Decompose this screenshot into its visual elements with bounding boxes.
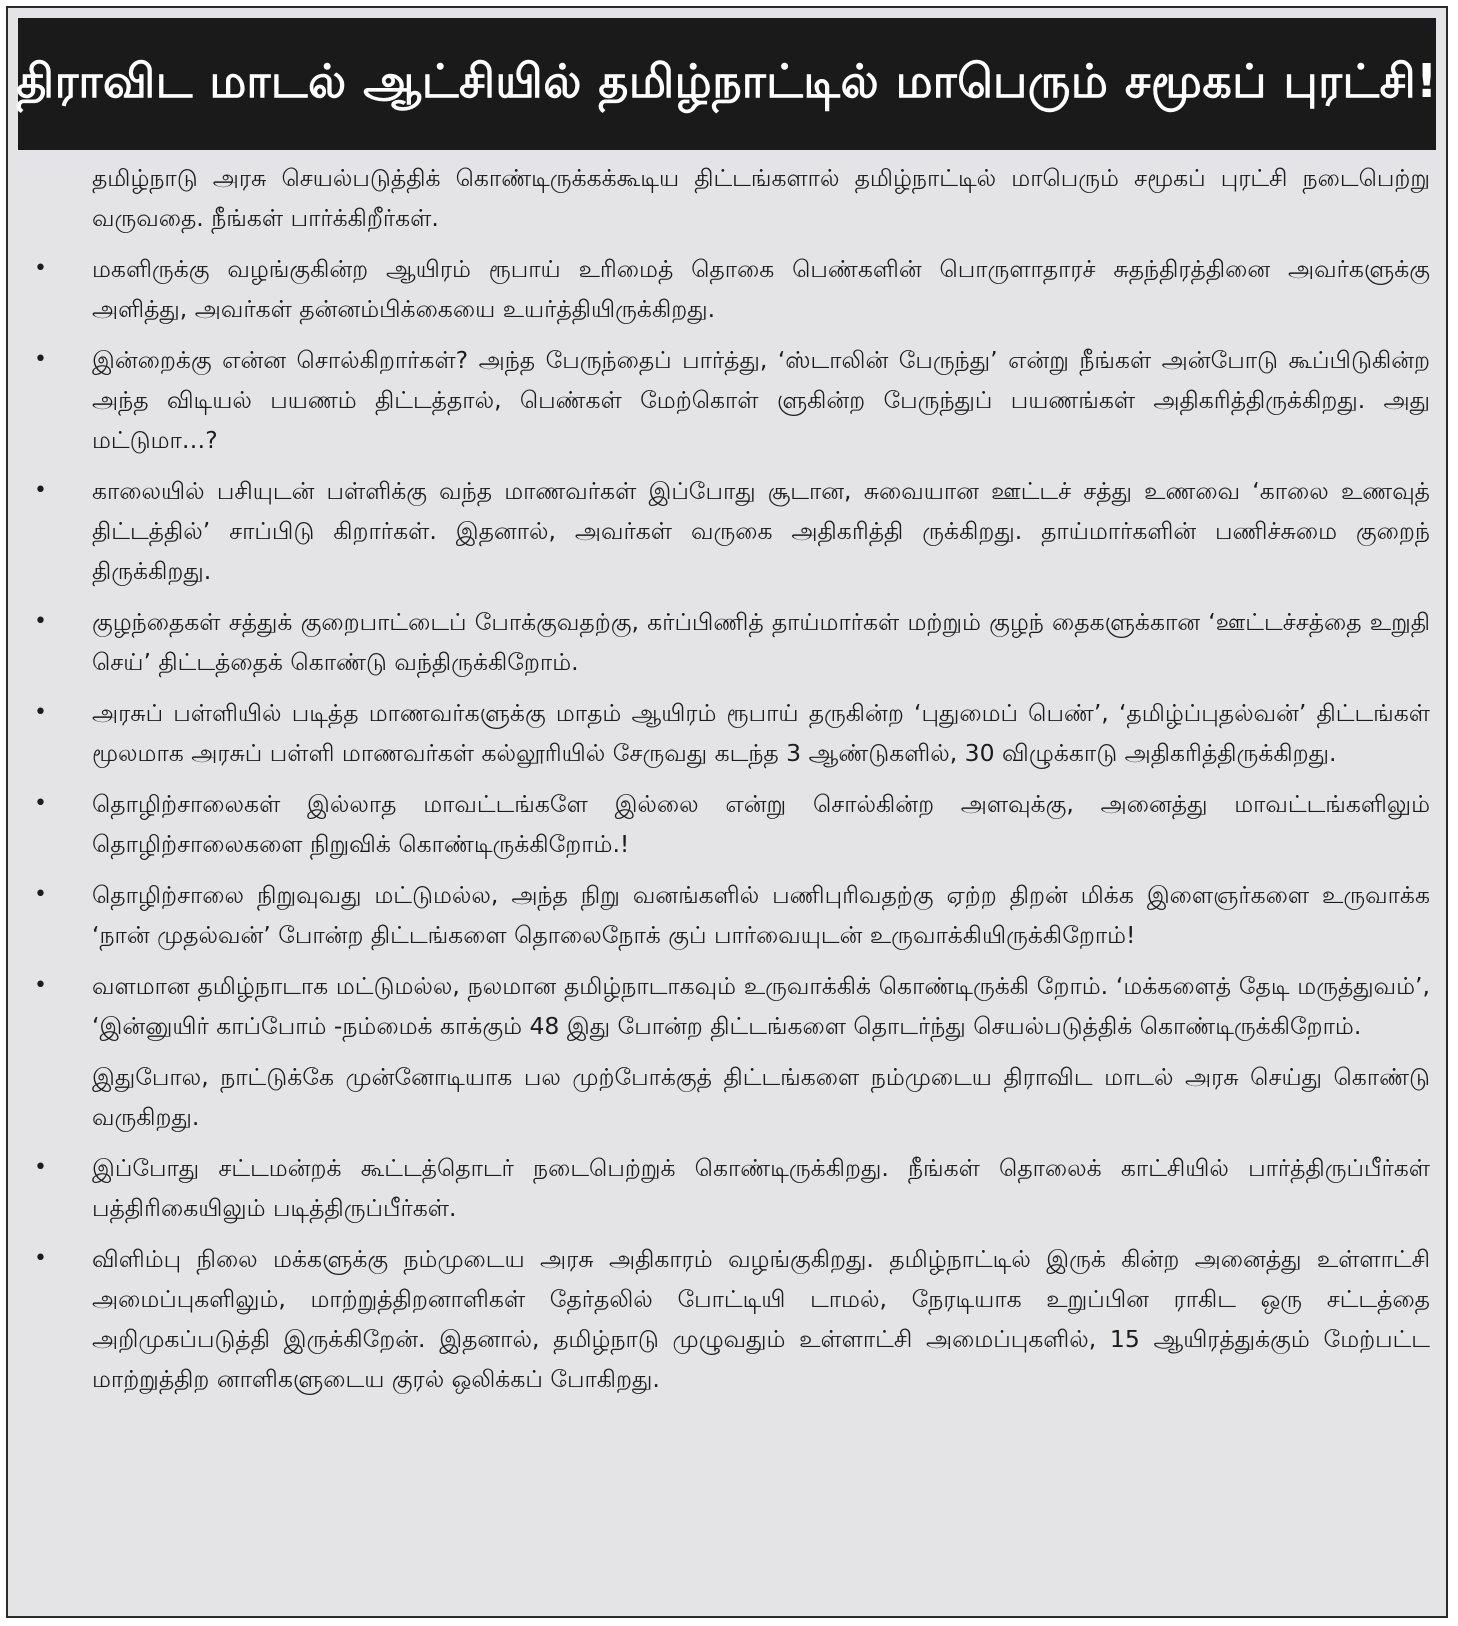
- paragraph-text: அரசுப் பள்ளியில் படித்த மாணவர்களுக்கு மாதம் ஆயிரம் ரூபாய் தருகின்ற ‘புதுமைப் பெண்’, ‘தமிழ்ப்புதல்வன்’ திட்டங்கள் மூலமாக அரசுப் பள்ளி மாணவர்கள் கல்லூரியில் சேருவது கடந்த 3 ஆண்டுகளில், 30 விழுக்காடு அதிகரித்திருக்கிறது.: [92, 699, 1430, 767]
- bullet-paragraph: [30, 249, 1430, 329]
- bullet-paragraph: [30, 784, 1430, 864]
- bullet-icon: •: [34, 700, 47, 725]
- bullet-icon: •: [34, 791, 47, 816]
- bullet-paragraph: [30, 340, 1430, 460]
- bullet-paragraph: [30, 602, 1430, 682]
- bullet-paragraph: [30, 875, 1430, 955]
- paragraph-text: மகளிருக்கு வழங்குகின்ற ஆயிரம் ரூபாய் உரிமைத் தொகை பெண்களின் பொருளாதாரச் சுதந்திரத்தினை அவர்களுக்கு அளித்து, அவர்கள் தன்னம்பிக்கையை உயர்த்தியிருக்கிறது.: [92, 255, 1430, 323]
- page-title: திராவிட மாடல் ஆட்சியில் தமிழ்நாட்டில் மாபெரும் சமூகப் புரட்சி!: [16, 53, 1438, 108]
- paragraph-text: காலையில் பசியுடன் பள்ளிக்கு வந்த மாணவர்கள் இப்போது சூடான, சுவையான ஊட்டச் சத்து உணவை ‘காலை உணவுத் திட்டத்தில்’ சாப்பிடு கிறார்கள். இதனால், அவர்கள் வருகை அதிகரித்தி ருக்கிறது. தாய்மார்களின் பணிச்சுமை குறைந் திருக்கிறது.: [92, 477, 1430, 585]
- bullet-icon: •: [34, 1155, 47, 1180]
- bullet-icon: •: [34, 973, 47, 998]
- bullet-icon: •: [34, 478, 47, 503]
- paragraph-text: இன்றைக்கு என்ன சொல்கிறார்கள்? அந்த பேருந்தைப் பார்த்து, ‘ஸ்டாலின் பேருந்து’ என்று நீங்கள் அன்போடு கூப்பிடுகின்ற அந்த விடியல் பயணம் திட்டத்தால், பெண்கள் மேற்கொள் ளுகின்ற பேருந்துப் பயணங்கள் அதிகரித்திருக்கிறது. அது மட்டுமா…?: [92, 346, 1430, 454]
- bullet-paragraph: [30, 1239, 1430, 1399]
- bullet-icon: •: [34, 609, 47, 634]
- paragraph-text: வளமான தமிழ்நாடாக மட்டுமல்ல, நலமான தமிழ்நாடாகவும் உருவாக்கிக் கொண்டிருக்கி றோம். ‘மக்களைத் தேடி மருத்துவம்’, ‘இன்னுயிர் காப்போம் -நம்மைக் காக்கும் 48 இது போன்ற திட்டங்களை தொடர்ந்து செயல்படுத்திக் கொண்டிருக்கிறோம்.: [92, 972, 1430, 1040]
- bullet-icon: •: [34, 256, 47, 281]
- bullet-icon: •: [34, 1246, 47, 1271]
- paragraph-text: தொழிற்சாலைகள் இல்லாத மாவட்டங்களே இல்லை என்று சொல்கின்ற அளவுக்கு, அனைத்து மாவட்டங்களிலும் தொழிற்சாலைகளை நிறுவிக் கொண்டிருக்கிறோம்.!: [92, 790, 1430, 858]
- paragraph-text: தொழிற்சாலை நிறுவுவது மட்டுமல்ல, அந்த நிறு வனங்களில் பணிபுரிவதற்கு ஏற்ற திறன் மிக்க இளைஞர்களை உருவாக்க ‘நான் முதல்வன்’ போன்ற திட்டங்களை தொலைநோக் குப் பார்வையுடன் உருவாக்கியிருக்கிறோம்!: [92, 881, 1430, 949]
- summary-paragraph: [30, 1057, 1430, 1137]
- paragraph-text: விளிம்பு நிலை மக்களுக்கு நம்முடைய அரசு அதிகாரம் வழங்குகிறது. தமிழ்நாட்டில் இருக் கின்ற அனைத்து உள்ளாட்சி அமைப்புகளிலும், மாற்றுத்திறனாளிகள் தேர்தலில் போட்டியி டாமல், நேரடியாக உறுப்பின ராகிட ஒரு சட்டத்தை அறிமுகப்படுத்தி இருக்கிறேன். இதனால், தமிழ்நாடு முழுவதும் உள்ளாட்சி அமைப்புகளில், 15 ஆயிரத்துக்கும் மேற்பட்ட மாற்றுத்திற னாளிகளுடைய குரல் ஒலிக்கப் போகிறது.: [92, 1245, 1430, 1393]
- document-page: [6, 6, 1448, 1618]
- paragraph-text: தமிழ்நாடு அரசு செயல்படுத்திக் கொண்டிருக்கக்கூடிய திட்டங்களால் தமிழ்நாட்டில் மாபெரும் சமூகப் புரட்சி நடைபெற்று வருவதை. நீங்கள் பார்க்கிறீர்கள்.: [92, 164, 1430, 232]
- bullet-paragraph: [30, 471, 1430, 591]
- bullet-paragraph: [30, 966, 1430, 1046]
- bullet-icon: •: [34, 347, 47, 372]
- bullet-icon: •: [34, 882, 47, 907]
- paragraph-text: இப்போது சட்டமன்றக் கூட்டத்தொடர் நடைபெற்றுக் கொண்டிருக்கிறது. நீங்கள் தொலைக் காட்சியில் பார்த்திருப்பீர்கள் பத்திரிகையிலும் படித்திருப்பீர்கள்.: [92, 1154, 1430, 1222]
- bullet-paragraph: [30, 693, 1430, 773]
- bullet-paragraph: [30, 1148, 1430, 1228]
- title-banner: [18, 18, 1436, 150]
- paragraph-text: இதுபோல, நாட்டுக்கே முன்னோடியாக பல முற்போக்குத் திட்டங்களை நம்முடைய திராவிட மாடல் அரசு செய்து கொண்டு வருகிறது.: [92, 1063, 1430, 1131]
- paragraph-text: குழந்தைகள் சத்துக் குறைபாட்டைப் போக்குவதற்கு, கர்ப்பிணித் தாய்மார்கள் மற்றும் குழந் தைகளுக்கான ‘ஊட்டச்சத்தை உறுதி செய்’ திட்டத்தைக் கொண்டு வந்திருக்கிறோம்.: [92, 608, 1430, 676]
- intro-paragraph: [30, 158, 1430, 238]
- article-body: [30, 158, 1430, 1410]
